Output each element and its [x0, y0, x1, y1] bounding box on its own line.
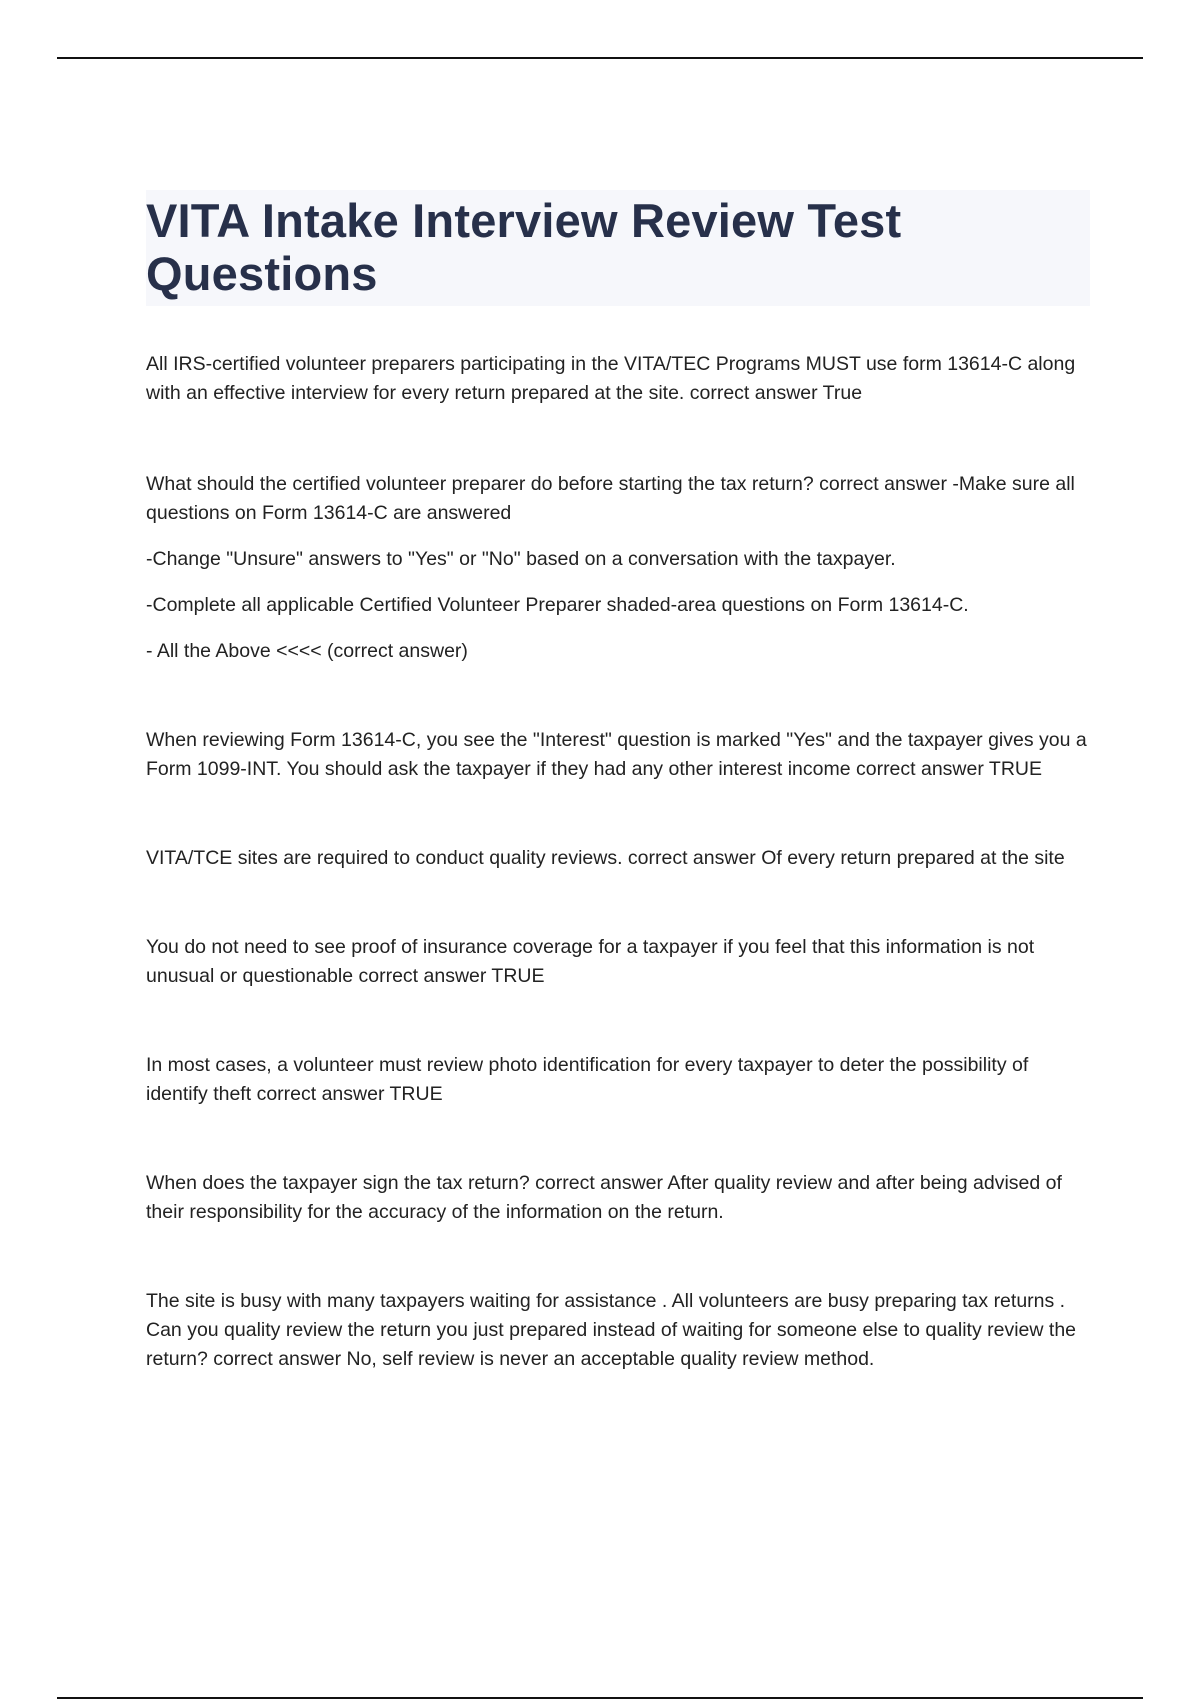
qa-item-6 [146, 1051, 1090, 1109]
qa-text: All IRS-certified volunteer preparers participating in the VITA/TEC Programs MUST use form 13614-C along with an effective interview for every return prepared at the site. correct answer True [146, 353, 1076, 404]
qa-item-4 [146, 844, 1090, 873]
qa-text: What should the certified volunteer preparer do before starting the tax return? correct answer -Make sure all questions on Form 13614-C are answered [146, 473, 1075, 524]
title-banner [146, 190, 1090, 306]
qa-item-7 [146, 1169, 1090, 1227]
qa-text: You do not need to see proof of insurance coverage for a taxpayer if you feel that this information is not unusual or questionable correct answer TRUE [146, 936, 1035, 987]
qa-item-3 [146, 726, 1090, 784]
qa-text: The site is busy with many taxpayers waiting for assistance . All volunteers are busy preparing tax returns . Can you quality review the return you just prepared instead of waiting for someone else to quality review the return? correct answer No, self review is never an acceptable quality review method. [146, 1290, 1077, 1370]
qa-item-8 [146, 1287, 1090, 1374]
top-divider [57, 57, 1143, 59]
qa-item-2 [146, 470, 1090, 666]
qa-option: - All the Above <<<< (correct answer) [146, 640, 468, 662]
qa-item-1 [146, 350, 1090, 408]
qa-text: When does the taxpayer sign the tax return? correct answer After quality review and after being advised of their responsibility for the accuracy of the information on the return. [146, 1172, 1062, 1223]
qa-item-5 [146, 933, 1090, 991]
qa-option: -Complete all applicable Certified Volunteer Preparer shaded-area questions on Form 13614-C. [146, 594, 969, 616]
qa-text: In most cases, a volunteer must review photo identification for every taxpayer to deter the possibility of identify theft correct answer TRUE [146, 1054, 1029, 1105]
qa-text: VITA/TCE sites are required to conduct quality reviews. correct answer Of every return prepared at the site [146, 847, 1065, 869]
document-body [146, 190, 1090, 1434]
qa-option: -Change "Unsure" answers to "Yes" or "No" based on a conversation with the taxpayer. [146, 548, 896, 570]
document-title: VITA Intake Interview Review Test Questions [146, 194, 902, 300]
bottom-divider [57, 1697, 1143, 1699]
qa-text: When reviewing Form 13614-C, you see the "Interest" question is marked "Yes" and the taxpayer gives you a Form 1099-INT. You should ask the taxpayer if they had any other interest income correct answer TRUE [146, 729, 1087, 780]
